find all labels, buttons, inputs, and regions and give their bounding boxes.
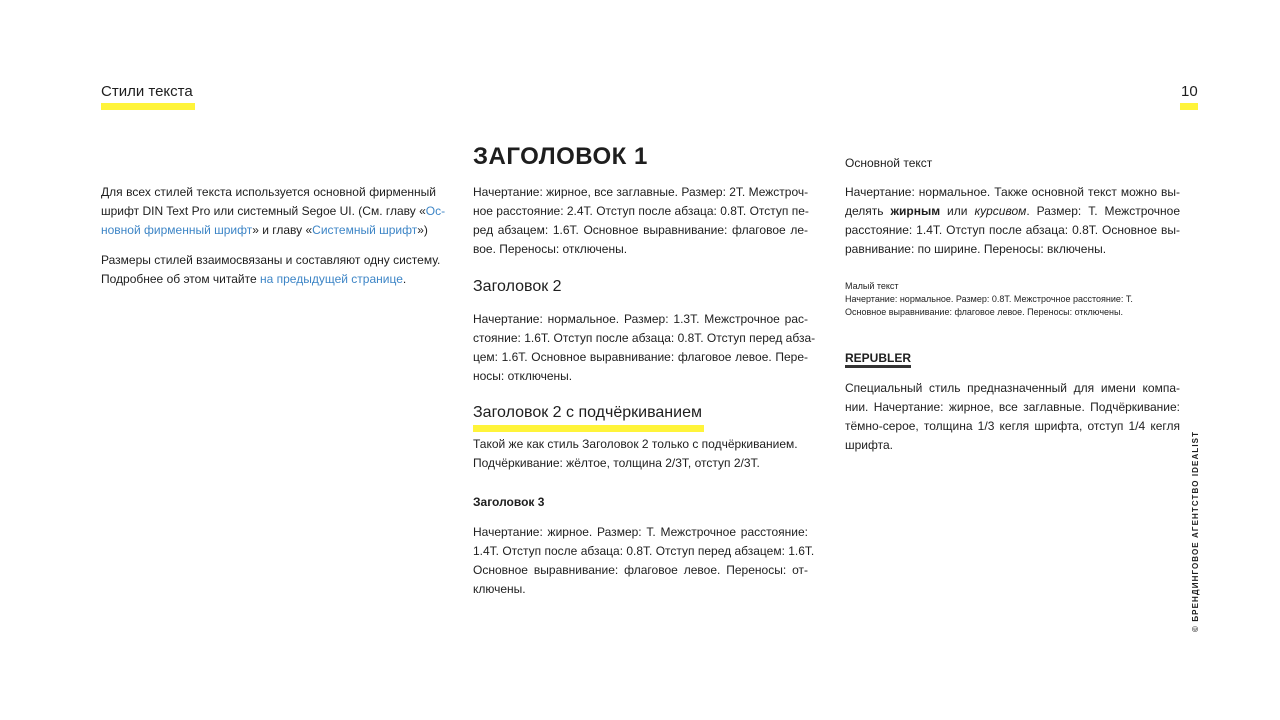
text-segment: Такой же как стиль Заголовок 2 только с подчёркиванием.	[473, 437, 798, 451]
text-segment: равнивание: по ширине. Переносы: включены.	[845, 242, 1107, 256]
text-segment: Малый текст	[845, 281, 899, 291]
text-segment: Начертание: жирное, все заглавные. Размер: 2Т. Межстроч-	[473, 185, 809, 199]
text-line	[845, 417, 1180, 436]
text-line	[845, 436, 1180, 455]
heading3-sample: Заголовок 3	[473, 495, 545, 509]
text-line	[473, 580, 808, 599]
text-line	[101, 221, 436, 240]
body-text-description	[845, 183, 1180, 259]
chapter-link[interactable]: Ос-	[425, 204, 446, 218]
text-line	[845, 379, 1180, 398]
heading2-underlined-description	[473, 435, 808, 473]
text-line	[473, 435, 808, 454]
chapter-link[interactable]: на предыдущей странице	[260, 272, 403, 286]
text-segment: нии. Начертание: жирное, все заглавные. Подчёркивание:	[845, 400, 1180, 414]
text-line	[845, 240, 1180, 259]
text-segment: . Размер: Т. Межстрочное	[1026, 204, 1181, 218]
text-segment: ное расстояние: 2.4Т. Отступ после абзаца: 0.8Т. Отступ пе-	[473, 204, 809, 218]
text-line	[845, 280, 1180, 293]
text-segment: 1.4Т. Отступ после абзаца: 0.8Т. Отступ перед абзацем: 1.6Т.	[473, 544, 815, 558]
text-line	[473, 348, 808, 367]
text-line	[473, 542, 815, 561]
text-segment: Подчёркивание: жёлтое, толщина 2/3Т, отступ 2/3Т.	[473, 456, 760, 470]
text-line	[101, 270, 436, 289]
heading2-underlined-sample: Заголовок 2 с подчёркиванием	[473, 404, 702, 421]
text-segment: Размеры стилей взаимосвязаны и составляют одну систему.	[101, 253, 441, 267]
heading3-description	[473, 523, 815, 599]
heading2-yellow-underline	[473, 425, 704, 432]
intro-paragraph	[101, 183, 446, 240]
text-segment: курсивом	[974, 204, 1027, 218]
text-segment: тёмно-серое, толщина 1/3 кегля шрифта, отступ 1/4 кегля	[845, 419, 1180, 433]
text-segment: Специальный стиль предназначенный для имени компа-	[845, 381, 1180, 395]
text-segment: цем: 1.6Т. Основное выравнивание: флаговое левое. Пере-	[473, 350, 808, 364]
republer-dark-underline	[845, 365, 911, 368]
text-line	[101, 183, 436, 202]
text-segment: »)	[417, 223, 428, 237]
text-segment: » и главу «	[252, 223, 313, 237]
text-line	[845, 221, 1180, 240]
text-line	[845, 398, 1180, 417]
heading1-sample: ЗАГОЛОВОК 1	[473, 143, 648, 170]
text-line	[473, 221, 808, 240]
sizes-paragraph	[101, 251, 441, 289]
heading2-description	[473, 310, 816, 386]
text-segment: .	[402, 272, 407, 286]
body-text-label: Основной текст	[845, 156, 933, 170]
text-segment: Основное выравнивание: флаговое левое. Переносы: отключены.	[845, 307, 1123, 317]
text-segment: Начертание: нормальное. Размер: 0.8Т. Межстрочное расстояние: Т.	[845, 294, 1133, 304]
text-segment: жирным	[890, 204, 941, 218]
page-number-underline	[1180, 103, 1198, 110]
text-line	[473, 454, 808, 473]
small-text-sample	[845, 280, 1180, 319]
text-line	[845, 306, 1180, 319]
page-number: 10	[1181, 83, 1198, 100]
republer-sample: REPUBLER	[845, 351, 912, 365]
text-segment: Основное выравнивание: флаговое левое. Переносы: от-	[473, 563, 808, 577]
text-segment: ред абзацем: 1.6Т. Основное выравнивание: флаговое ле-	[473, 223, 808, 237]
text-segment: шрифт DIN Text Pro или системный Segoe UI. (См. главу «	[101, 204, 426, 218]
text-line	[101, 202, 446, 221]
text-segment: шрифта.	[845, 438, 893, 452]
text-line	[473, 183, 808, 202]
text-line	[473, 561, 808, 580]
text-line	[473, 310, 808, 329]
heading1-description	[473, 183, 808, 259]
page-title: Стили текста	[101, 83, 193, 100]
text-line	[845, 202, 1180, 221]
text-segment: Подробнее об этом читайте	[101, 272, 260, 286]
text-segment: или	[940, 204, 975, 218]
text-line	[473, 329, 816, 348]
text-segment: вое. Переносы: отключены.	[473, 242, 628, 256]
republer-description	[845, 379, 1180, 455]
chapter-link[interactable]: Системный шрифт	[312, 223, 418, 237]
text-segment: ключены.	[473, 582, 526, 596]
vertical-copyright-credit: © БРЕНДИНГОВОЕ АГЕНТСТВО IDEALIST	[1191, 430, 1200, 632]
heading2-sample: Заголовок 2	[473, 278, 562, 295]
text-segment: носы: отключены.	[473, 369, 573, 383]
chapter-link[interactable]: новной фирменный шрифт	[101, 223, 253, 237]
text-line	[473, 202, 808, 221]
text-line	[473, 367, 808, 386]
text-segment: Начертание: жирное. Размер: Т. Межстрочное расстояние:	[473, 525, 808, 539]
text-line	[473, 240, 808, 259]
text-segment: Для всех стилей текста используется основной фирменный	[101, 185, 436, 199]
text-segment: стояние: 1.6Т. Отступ после абзаца: 0.8Т. Отступ перед абза-	[473, 331, 816, 345]
text-line	[845, 183, 1180, 202]
text-segment: делять	[845, 204, 891, 218]
text-segment: расстояние: 1.4Т. Отступ после абзаца: 0.8Т. Основное вы-	[845, 223, 1180, 237]
text-segment: Начертание: нормальное. Размер: 1.3Т. Межстрочное рас-	[473, 312, 808, 326]
text-line	[473, 523, 808, 542]
title-underline	[101, 103, 195, 110]
text-line	[845, 293, 1180, 306]
text-segment: Начертание: нормальное. Также основной текст можно вы-	[845, 185, 1180, 199]
text-line	[101, 251, 441, 270]
